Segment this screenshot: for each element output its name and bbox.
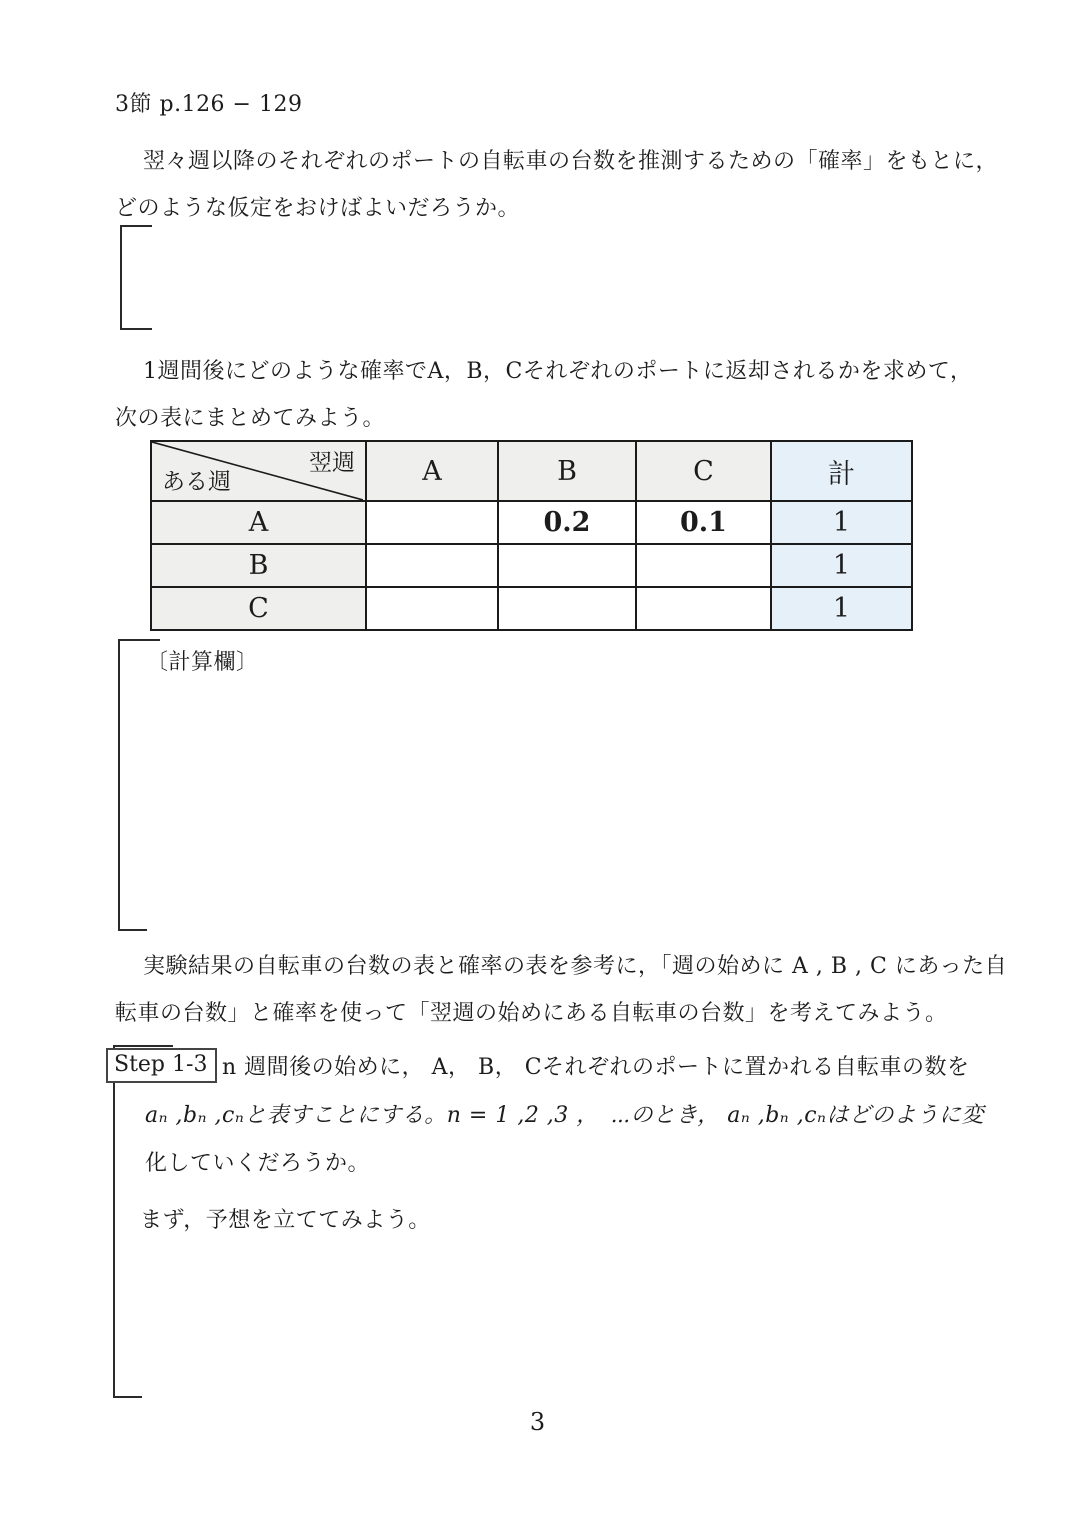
calc-bracket bbox=[118, 639, 120, 931]
cell-A-B: 0.2 bbox=[498, 501, 636, 544]
corner-label-next-week: 翌週 bbox=[309, 450, 355, 476]
cell-C-total: 1 bbox=[771, 587, 912, 630]
answer-bracket-1 bbox=[120, 225, 122, 330]
column-header-B: B bbox=[498, 441, 636, 501]
cell-B-B bbox=[498, 544, 636, 587]
step-line-2: aₙ ,bₙ ,cₙと表すことにする。n = 1 ,2 ,3 ， ⋯のとき， aₙ ,bₙ ,cₙはどのように変 bbox=[145, 1103, 984, 1128]
table-prompt-line-2: 次の表にまとめてみよう。 bbox=[115, 406, 386, 431]
count-prompt-line-2: 転車の台数」と確率を使って「翌週の始めにある自転車の台数」を考えてみよう。 bbox=[115, 1001, 948, 1026]
step-prompt: まず，予想を立ててみよう。 bbox=[140, 1208, 431, 1233]
step-line-3: 化していくだろうか。 bbox=[145, 1151, 371, 1176]
step-line-1: n 週間後の始めに， A， B， Cそれぞれのポートに置かれる自転車の数を bbox=[222, 1055, 970, 1080]
row-label-C: C bbox=[151, 587, 366, 630]
table-prompt-line-1: 1週間後にどのような確率でA，B，Cそれぞれのポートに返却されるかを求めて， bbox=[143, 359, 973, 384]
page-number: 3 bbox=[529, 1408, 546, 1436]
row-label-B: B bbox=[151, 544, 366, 587]
step-badge: Step 1-3 bbox=[106, 1048, 217, 1083]
calc-label: 〔計算欄〕 bbox=[146, 650, 259, 675]
column-header-A: A bbox=[366, 441, 498, 501]
table-header-row bbox=[151, 441, 912, 501]
section-heading: 3節 p.126 − 129 bbox=[115, 92, 303, 117]
probability-table bbox=[150, 440, 913, 631]
step-bracket bbox=[113, 1045, 115, 1398]
cell-A-A bbox=[366, 501, 498, 544]
table-row bbox=[151, 544, 912, 587]
column-header-C: C bbox=[636, 441, 771, 501]
count-prompt-line-1: 実験結果の自転車の台数の表と確率の表を参考に，「週の始めに A , B , C にあった自 bbox=[143, 954, 1008, 979]
cell-A-C: 0.1 bbox=[636, 501, 771, 544]
cell-C-A bbox=[366, 587, 498, 630]
table-row bbox=[151, 587, 912, 630]
table-corner-cell bbox=[151, 441, 366, 501]
intro-line-1: 翌々週以降のそれぞれのポートの自転車の台数を推測するための「確率」をもとに， bbox=[143, 149, 999, 174]
column-header-total: 計 bbox=[771, 441, 912, 501]
cell-B-C bbox=[636, 544, 771, 587]
cell-B-total: 1 bbox=[771, 544, 912, 587]
intro-line-2: どのような仮定をおけばよいだろうか。 bbox=[115, 196, 521, 221]
cell-C-B bbox=[498, 587, 636, 630]
table-row bbox=[151, 501, 912, 544]
cell-A-total: 1 bbox=[771, 501, 912, 544]
cell-C-C bbox=[636, 587, 771, 630]
cell-B-A bbox=[366, 544, 498, 587]
row-label-A: A bbox=[151, 501, 366, 544]
corner-label-some-week: ある週 bbox=[162, 469, 231, 495]
